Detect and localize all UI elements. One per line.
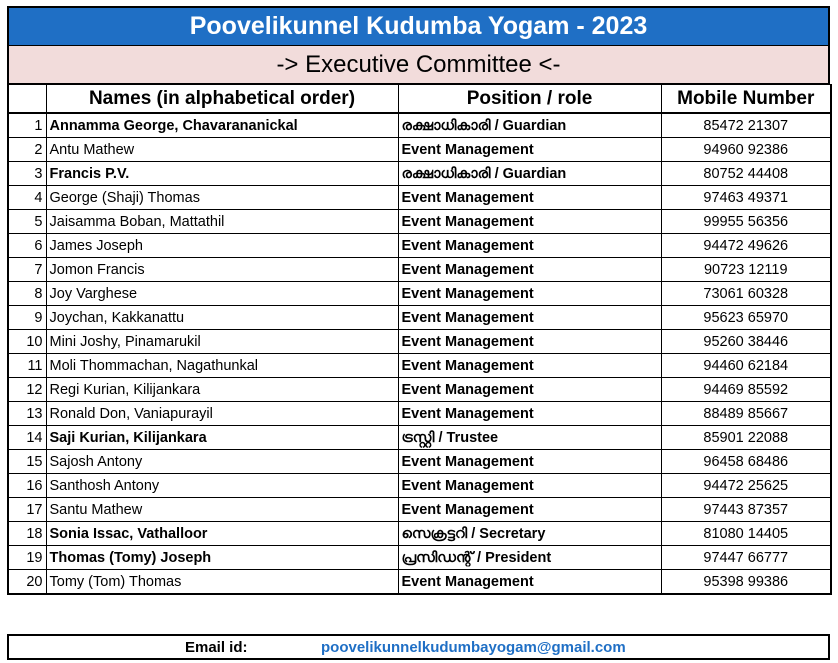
header-position: Position / role [398, 85, 661, 114]
member-position: Event Management [398, 210, 661, 234]
member-position: Event Management [398, 474, 661, 498]
row-number: 15 [8, 450, 46, 474]
row-number: 1 [8, 113, 46, 138]
row-number: 8 [8, 282, 46, 306]
table-row [8, 522, 831, 546]
row-number: 18 [8, 522, 46, 546]
member-name: Annamma George, Chavarananickal [46, 113, 398, 138]
member-name: Antu Mathew [46, 138, 398, 162]
row-number: 11 [8, 354, 46, 378]
email-address[interactable]: poovelikunnelkudumbayogam@gmail.com [321, 638, 626, 656]
member-name: Mini Joshy, Pinamarukil [46, 330, 398, 354]
row-number: 13 [8, 402, 46, 426]
member-position: രക്ഷാധികാരി / Guardian [398, 113, 661, 138]
member-mobile: 99955 56356 [661, 210, 831, 234]
table-row [8, 306, 831, 330]
table-row [8, 210, 831, 234]
row-number: 20 [8, 570, 46, 595]
member-mobile: 95623 65970 [661, 306, 831, 330]
row-number: 10 [8, 330, 46, 354]
member-position: Event Management [398, 498, 661, 522]
member-name: Tomy (Tom) Thomas [46, 570, 398, 595]
table-row [8, 378, 831, 402]
table-row [8, 186, 831, 210]
member-name: Francis P.V. [46, 162, 398, 186]
table-row [8, 330, 831, 354]
table-row [8, 234, 831, 258]
member-mobile: 85472 21307 [661, 113, 831, 138]
member-mobile: 90723 12119 [661, 258, 831, 282]
row-number: 4 [8, 186, 46, 210]
row-number: 19 [8, 546, 46, 570]
table-row [8, 498, 831, 522]
row-number: 6 [8, 234, 46, 258]
committee-table [7, 84, 832, 595]
member-name: Joy Varghese [46, 282, 398, 306]
member-position: Event Management [398, 282, 661, 306]
email-footer [7, 634, 830, 660]
table-row [8, 282, 831, 306]
member-mobile: 95398 99386 [661, 570, 831, 595]
member-position: Event Management [398, 234, 661, 258]
member-mobile: 94469 85592 [661, 378, 831, 402]
member-mobile: 94460 62184 [661, 354, 831, 378]
member-position: Event Management [398, 378, 661, 402]
row-number: 9 [8, 306, 46, 330]
member-name: Sajosh Antony [46, 450, 398, 474]
sheet-title: Poovelikunnel Kudumba Yogam - 2023 [7, 6, 830, 46]
member-name: George (Shaji) Thomas [46, 186, 398, 210]
member-mobile: 81080 14405 [661, 522, 831, 546]
member-position: Event Management [398, 570, 661, 595]
table-row [8, 402, 831, 426]
row-number: 14 [8, 426, 46, 450]
member-position: Event Management [398, 354, 661, 378]
table-row [8, 258, 831, 282]
member-mobile: 95260 38446 [661, 330, 831, 354]
member-name: Ronald Don, Vaniapurayil [46, 402, 398, 426]
row-number: 5 [8, 210, 46, 234]
member-mobile: 94472 25625 [661, 474, 831, 498]
row-number: 7 [8, 258, 46, 282]
member-name: Saji Kurian, Kilijankara [46, 426, 398, 450]
row-number: 2 [8, 138, 46, 162]
header-names: Names (in alphabetical order) [46, 85, 398, 114]
member-mobile: 97447 66777 [661, 546, 831, 570]
member-name: Regi Kurian, Kilijankara [46, 378, 398, 402]
member-name: Thomas (Tomy) Joseph [46, 546, 398, 570]
table-row [8, 474, 831, 498]
row-number: 12 [8, 378, 46, 402]
member-position: രക്ഷാധികാരി / Guardian [398, 162, 661, 186]
email-label: Email id: [185, 638, 248, 656]
member-position: പ്രസിഡന്റ് / President [398, 546, 661, 570]
member-mobile: 80752 44408 [661, 162, 831, 186]
table-body [8, 113, 831, 594]
member-mobile: 94960 92386 [661, 138, 831, 162]
member-name: Santu Mathew [46, 498, 398, 522]
member-name: Moli Thommachan, Nagathunkal [46, 354, 398, 378]
member-mobile: 85901 22088 [661, 426, 831, 450]
table-row [8, 426, 831, 450]
member-position: Event Management [398, 186, 661, 210]
sheet-subtitle: -> Executive Committee <- [7, 46, 830, 84]
row-number: 3 [8, 162, 46, 186]
member-name: Joychan, Kakkanattu [46, 306, 398, 330]
member-name: James Joseph [46, 234, 398, 258]
member-position: Event Management [398, 306, 661, 330]
member-mobile: 94472 49626 [661, 234, 831, 258]
header-mobile: Mobile Number [661, 85, 831, 114]
table-row [8, 354, 831, 378]
member-mobile: 97443 87357 [661, 498, 831, 522]
member-position: ട്രസ്റ്റി / Trustee [398, 426, 661, 450]
member-position: Event Management [398, 450, 661, 474]
member-position: Event Management [398, 258, 661, 282]
committee-sheet [7, 6, 830, 595]
member-mobile: 96458 68486 [661, 450, 831, 474]
table-row [8, 570, 831, 595]
member-mobile: 73061 60328 [661, 282, 831, 306]
table-row [8, 546, 831, 570]
table-row [8, 450, 831, 474]
header-number [8, 85, 46, 114]
member-mobile: 97463 49371 [661, 186, 831, 210]
member-name: Jaisamma Boban, Mattathil [46, 210, 398, 234]
row-number: 16 [8, 474, 46, 498]
member-name: Santhosh Antony [46, 474, 398, 498]
table-header-row [8, 85, 831, 114]
member-position: Event Management [398, 330, 661, 354]
member-name: Jomon Francis [46, 258, 398, 282]
member-position: സെക്രട്ടറി / Secretary [398, 522, 661, 546]
table-row [8, 113, 831, 138]
row-number: 17 [8, 498, 46, 522]
member-position: Event Management [398, 138, 661, 162]
table-row [8, 138, 831, 162]
member-position: Event Management [398, 402, 661, 426]
member-mobile: 88489 85667 [661, 402, 831, 426]
member-name: Sonia Issac, Vathalloor [46, 522, 398, 546]
table-row [8, 162, 831, 186]
